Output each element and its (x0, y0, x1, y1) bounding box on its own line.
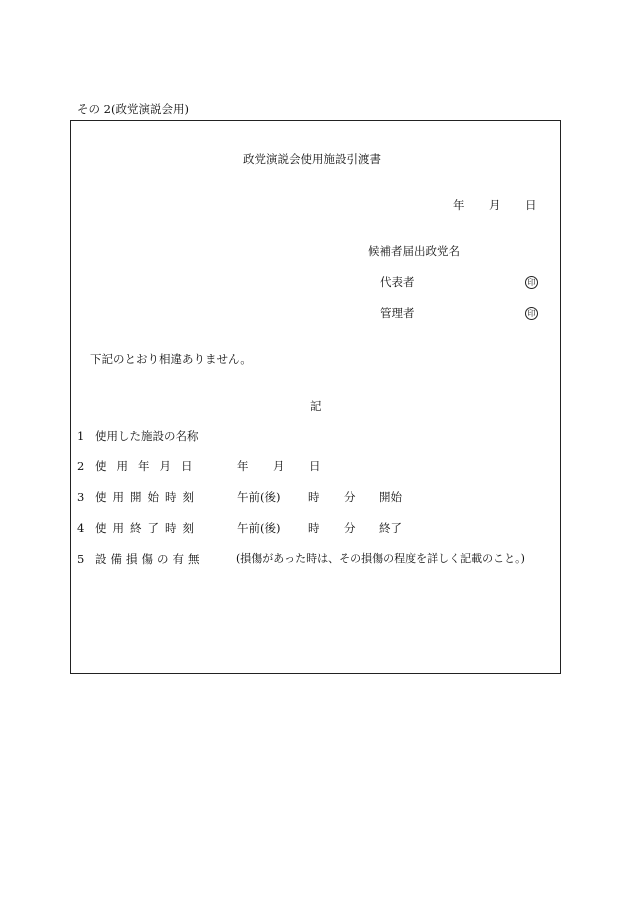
manager-seal-icon: 印 (525, 307, 538, 320)
representative-seal-icon: 印 (525, 276, 538, 289)
representative-label: 代表者 (380, 275, 415, 289)
party-label: 候補者届出政党名 (368, 244, 460, 258)
date-month: 月 (489, 198, 501, 212)
manager-label: 管理者 (380, 306, 415, 320)
item-4-ampm: 午前(後) (237, 521, 281, 535)
item-2-number: 2 (77, 459, 85, 473)
date-year: 年 (453, 198, 465, 212)
statement: 下記のとおり相違ありません。 (90, 352, 252, 366)
item-4-hour: 時 (308, 521, 320, 535)
ki-heading: 記 (310, 399, 322, 413)
item-3-label: 使用開始時刻 (95, 490, 200, 504)
item-3-ampm: 午前(後) (237, 490, 281, 504)
item-2-label: 使用年月日 (95, 459, 203, 473)
date-day: 日 (525, 198, 537, 212)
item-2-month: 月 (273, 459, 285, 473)
item-3-number: 3 (77, 490, 85, 504)
item-3-minute: 分 (344, 490, 356, 504)
item-4-label: 使用終了時刻 (95, 521, 200, 535)
item-1-label: 使用した施設の名称 (95, 429, 199, 443)
item-3-suffix: 開始 (379, 490, 402, 504)
item-4-minute: 分 (344, 521, 356, 535)
item-2-day: 日 (309, 459, 321, 473)
document-frame (70, 120, 561, 674)
item-4-suffix: 終了 (379, 521, 402, 535)
item-2-year: 年 (237, 459, 249, 473)
document-title: 政党演説会使用施設引渡書 (243, 152, 381, 166)
item-1-number: 1 (77, 429, 85, 443)
item-3-hour: 時 (308, 490, 320, 504)
item-5-label: 設備損傷の有無 (95, 552, 204, 566)
item-5-note: (損傷があった時は、その損傷の程度を詳しく記載のこと。) (236, 552, 525, 565)
item-5-number: 5 (77, 552, 85, 566)
form-label: その 2(政党演説会用) (77, 102, 189, 116)
item-4-number: 4 (77, 521, 85, 535)
